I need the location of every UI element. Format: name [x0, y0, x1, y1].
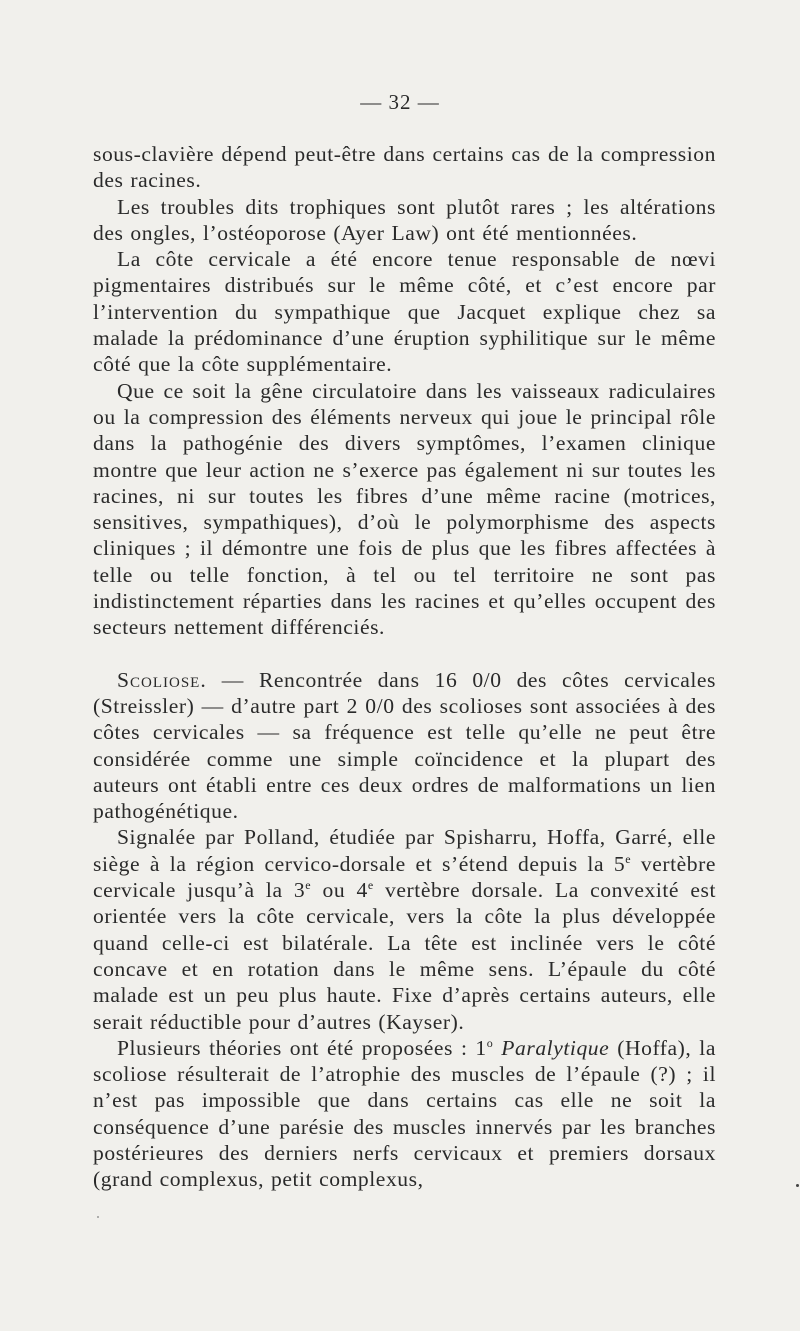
body-text [93, 141, 716, 1193]
paragraph-7 [93, 1035, 716, 1193]
paragraph-7-italic: Paralytique [493, 1035, 610, 1060]
paragraph-scoliose-text: — Rencontrée dans 16 0/0 des côtes cervicales (Streissler) — d’autre part 2 0/0 des scolioses sont associées à des côtes cervicales — sa fréquence est telle qu’elle ne peut être considérée comme une simple coïncidence et la plupart des auteurs ont établi entre ces deux ordres de malformations un lien pathogénétique. [93, 667, 716, 824]
page-number: — 32 — [360, 90, 440, 114]
paragraph-6-part-b: vertèbre cervicale jusqu’à la 3 [93, 851, 717, 903]
section-gap [93, 641, 716, 667]
print-speck [796, 1184, 799, 1187]
print-speck [97, 1216, 99, 1218]
paragraph-7-part-a: Plusieurs théories ont été proposées : 1 [117, 1035, 487, 1060]
paragraph-6-part-a: Signalée par Polland, étudiée par Spisharru, Hoffa, Garré, elle siège à la région cervico-dorsale et s’étend depuis la 5 [93, 825, 716, 876]
paragraph-6-part-d: vertèbre dorsale. La convexité est orientée vers la côte cervicale, vers la côte la plus développée quand celle-ci est bilatérale. La tête est inclinée vers le côté concave et en rotation dans le même sens. L’épaule du côté malade est un peu plus haute. Fixe d’après certains auteurs, elle serait réductible pour d’autres (Kayser). [93, 878, 717, 1034]
paragraph-2: Les troubles dits trophiques sont plutôt rares ; les altérations des ongles, l’ostéoporose (Ayer Law) ont été mentionnées. [93, 194, 716, 245]
superscript-ordinal: o [486, 1035, 494, 1050]
superscript-3: e [367, 877, 374, 892]
paragraph-4: Que ce soit la gêne circulatoire dans les vaisseaux radiculaires ou la compression des éléments nerveux qui joue le principal rôle dans la pathogénie des divers symptômes, l’examen clinique montre que leur action ne s’exerce pas également ni sur toutes les racines, ni sur toutes les fibres d’une même racine (motrices, sensitives, sympathiques), d’où le polymorphisme des aspects cliniques ; il démontre une fois de plus que les fibres affectées à telle ou telle fonction, à tel ou tel territoire ne sont pas indistinctement réparties dans les racines et qu’elles occupent des secteurs nettement différenciés. [93, 378, 716, 640]
paragraph-6-part-c: ou 4 [311, 878, 368, 903]
paragraph-scoliose [93, 667, 716, 825]
paragraph-6 [93, 824, 716, 1034]
paragraph-1: sous-clavière dépend peut-être dans certains cas de la compression des racines. [93, 142, 716, 193]
superscript-1: e [625, 851, 632, 866]
superscript-2: e [305, 877, 312, 892]
paragraph-7-part-b: (Hoffa), la scoliose résulterait de l’atrophie des muscles de l’épaule (?) ; il n’est pas impossible que dans certains cas elle ne soit la conséquence d’une parésie des muscles innervés par les branches postérieures des derniers nerfs cervicaux et premiers dorsaux (grand complexus, petit complexus, [93, 1035, 716, 1192]
section-heading-scoliose: Scoliose. [117, 667, 207, 692]
paragraph-3: La côte cervicale a été encore tenue responsable de nœvi pigmentaires distribués sur le même côté, et c’est encore par l’intervention du sympathique que Jacquet explique chez sa malade la prédominance d’une éruption syphilitique sur le même côté que la côte supplémentaire. [93, 247, 716, 377]
